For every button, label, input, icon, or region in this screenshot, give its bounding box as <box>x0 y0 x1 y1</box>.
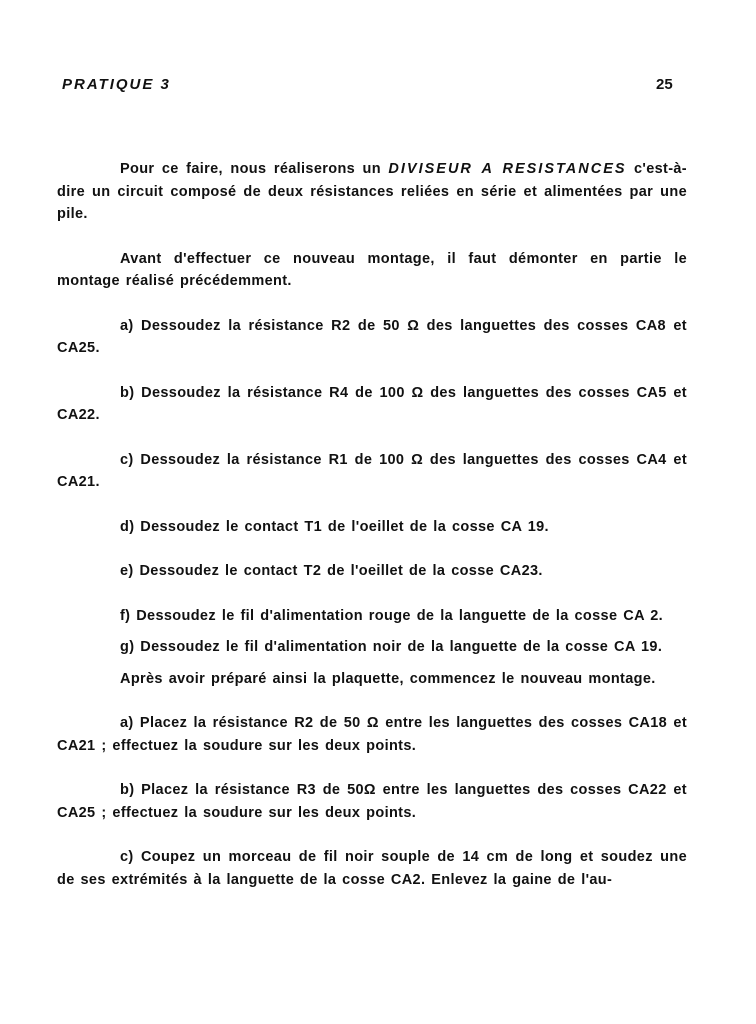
step-remove-d: d) Dessoudez le contact T1 de l'oeillet de la cosse CA 19. <box>120 518 549 535</box>
body-text <box>57 158 687 913</box>
page-number: 25 <box>656 76 673 93</box>
step-remove-c: c) Dessoudez la résistance R1 de 100 Ω des languettes des cosses CA4 et CA21. <box>57 451 687 490</box>
paragraph-new-assembly: Après avoir préparé ainsi la plaquette, commencez le nouveau montage. <box>120 670 656 687</box>
intro-text-after: c'est-à-dire un circuit composé de deux résistances reliées en série et alimentées par une pile. <box>57 161 687 222</box>
step-remove-a: a) Dessoudez la résistance R2 de 50 Ω des languettes des cosses CA8 et CA25. <box>57 317 687 356</box>
step-place-a: a) Placez la résistance R2 de 50 Ω entre les languettes des cosses CA18 et CA21 ; effectuez la soudure sur les deux points. <box>57 715 687 754</box>
running-title: PRATIQUE 3 <box>62 76 171 93</box>
step-remove-b: b) Dessoudez la résistance R4 de 100 Ω des languettes des cosses CA5 et CA22. <box>57 384 687 423</box>
step-place-c: c) Coupez un morceau de fil noir souple de 14 cm de long et soudez une de ses extrémités à la languette de la cosse CA2. Enlevez la gaine de l'au- <box>57 849 687 888</box>
step-place-b: b) Placez la résistance R3 de 50Ω entre les languettes des cosses CA22 et CA25 ; effectuez la soudure sur les deux points. <box>57 782 687 821</box>
intro-emphasis: DIVISEUR A RESISTANCES <box>388 161 627 177</box>
intro-text-before: Pour ce faire, nous réaliserons un <box>120 161 389 177</box>
step-remove-e: e) Dessoudez le contact T2 de l'oeillet de la cosse CA23. <box>120 563 543 579</box>
step-remove-g: g) Dessoudez le fil d'alimentation noir de la languette de la cosse CA 19. <box>120 639 663 655</box>
step-remove-f: f) Dessoudez le fil d'alimentation rouge de la languette de la cosse CA 2. <box>120 607 664 624</box>
paragraph-disassembly-intro: Avant d'effectuer ce nouveau montage, il faut démonter en partie le montage réalisé précédemment. <box>57 250 687 289</box>
paragraph-intro <box>57 158 687 226</box>
